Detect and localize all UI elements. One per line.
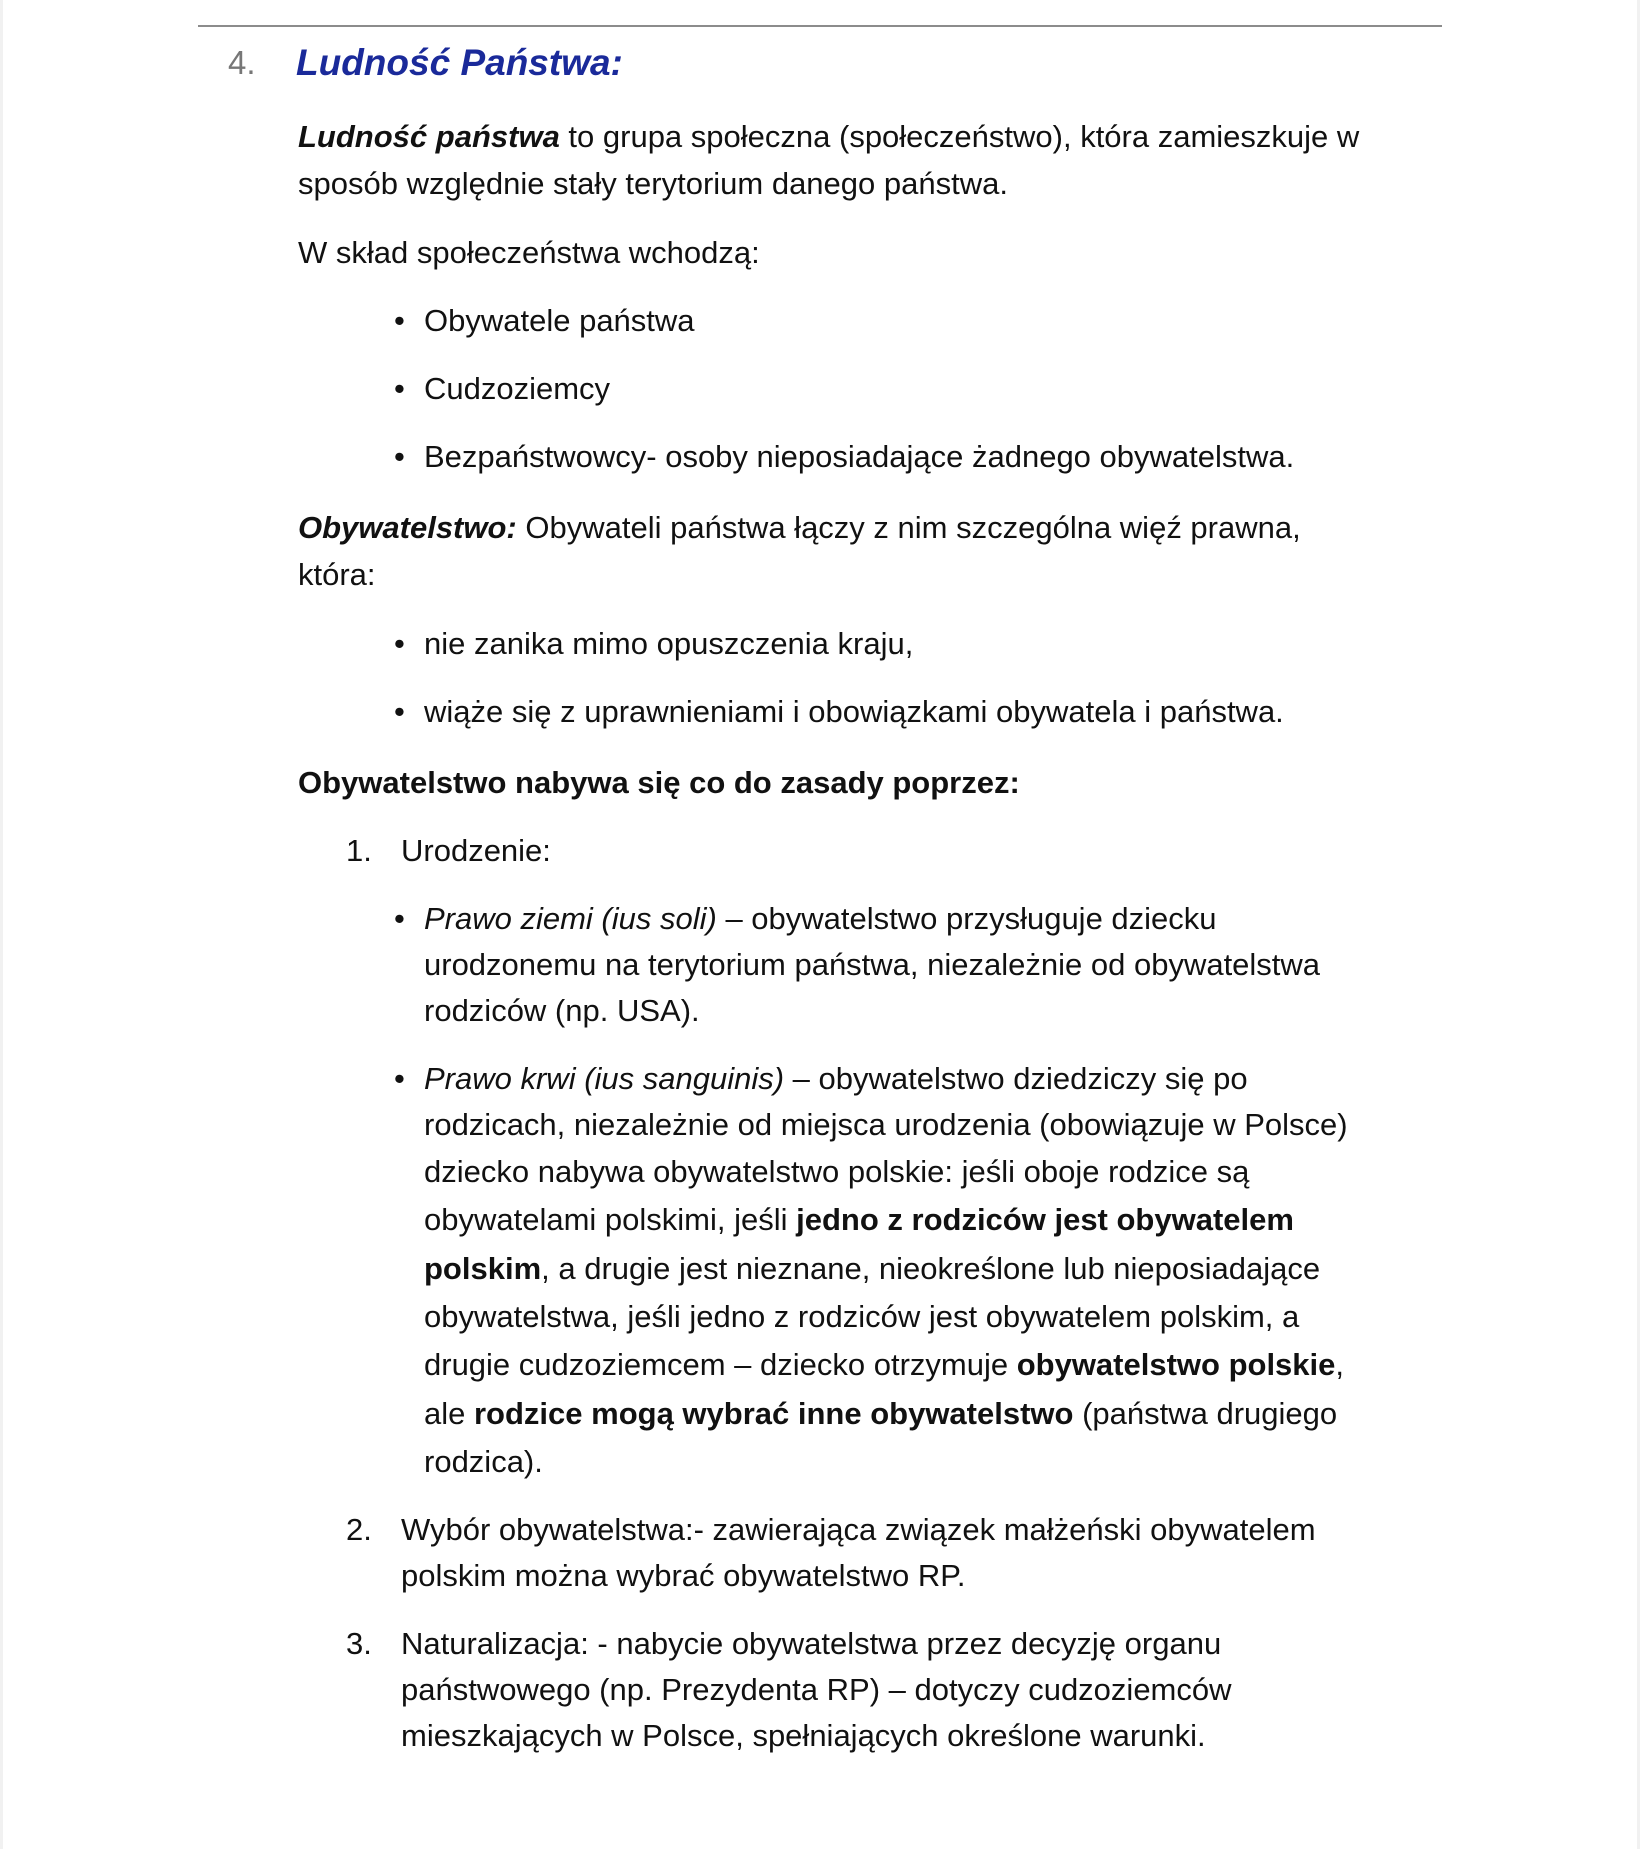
intro-term: Ludność państwa (298, 119, 560, 154)
section-number: 4. (228, 44, 256, 81)
ius-soli-line-1: Prawo ziemi (ius soli) – obywatelstwo przysługuje dziecku (424, 901, 1217, 936)
ius-soli-line-3: rodziców (np. USA). (424, 993, 700, 1028)
ius-soli-line-2: urodzonemu na terytorium państwa, niezależnie od obywatelstwa (424, 947, 1321, 982)
ius-sanguinis-term: Prawo krwi (ius sanguinis) (424, 1061, 785, 1096)
choice-line-2: polskim można wybrać obywatelstwo RP. (401, 1558, 966, 1593)
ius-soli-term: Prawo ziemi (ius soli) (424, 901, 717, 936)
list-item: Obywatele państwa (424, 303, 695, 338)
bullet-dot: • (394, 626, 405, 661)
ius-sanguinis-line-8: ale rodzice mogą wybrać inne obywatelstwo (państwa drugiego (424, 1396, 1338, 1431)
acquisition-title: Obywatelstwo nabywa się co do zasady poprzez: (298, 765, 1020, 800)
intro-line-1: Ludność państwa to grupa społeczna (społeczeństwo), która zamieszkuje w (298, 119, 1360, 154)
composition-title: W skład społeczeństwa wchodzą: (298, 235, 760, 270)
top-divider (198, 25, 1442, 27)
citizenship-line-1: Obywatelstwo: Obywateli państwa łączy z nim szczególna więź prawna, (298, 510, 1301, 545)
list-item: wiąże się z uprawnieniami i obowiązkami obywatela i państwa. (424, 694, 1284, 729)
list-number: 2. (346, 1512, 372, 1547)
naturalization-line-1: Naturalizacja: - nabycie obywatelstwa przez decyzję organu (401, 1626, 1222, 1661)
ius-sanguinis-line-1: Prawo krwi (ius sanguinis) – obywatelstwo dziedziczy się po (424, 1061, 1248, 1096)
numbered-item-label: Urodzenie: (401, 833, 551, 868)
list-number: 1. (346, 833, 372, 868)
bullet-dot: • (394, 303, 405, 338)
ius-sanguinis-line-9: rodzica). (424, 1444, 543, 1479)
list-number: 3. (346, 1626, 372, 1661)
ius-sanguinis-line-3: dziecko nabywa obywatelstwo polskie: jeśli oboje rodzice są (424, 1154, 1250, 1189)
ius-sanguinis-line-7: drugie cudzoziemcem – dziecko otrzymuje obywatelstwo polskie, (424, 1347, 1345, 1382)
citizenship-label: Obywatelstwo: (298, 510, 517, 545)
intro-line-2: sposób względnie stały terytorium danego państwa. (298, 166, 1008, 201)
page-edge-left (0, 0, 3, 1849)
bullet-dot: • (394, 901, 405, 936)
bullet-dot: • (394, 694, 405, 729)
ius-sanguinis-line-4: obywatelami polskimi, jeśli jedno z rodziców jest obywatelem (424, 1202, 1294, 1237)
bullet-dot: • (394, 371, 405, 406)
section-heading (228, 38, 623, 88)
ius-sanguinis-line-2: rodzicach, niezależnie od miejsca urodzenia (obowiązuje w Polsce) (424, 1107, 1348, 1142)
citizenship-line-2: która: (298, 557, 376, 592)
choice-line-1: Wybór obywatelstwa:- zawierająca związek małżeński obywatelem (401, 1512, 1316, 1547)
ius-sanguinis-line-6: obywatelstwa, jeśli jedno z rodziców jest obywatelem polskim, a (424, 1299, 1300, 1334)
naturalization-line-2: państwowego (np. Prezydenta RP) – dotyczy cudzoziemców (401, 1672, 1232, 1707)
list-item: Cudzoziemcy (424, 371, 611, 406)
naturalization-line-3: mieszkających w Polsce, spełniających określone warunki. (401, 1718, 1206, 1753)
bullet-dot: • (394, 439, 405, 474)
bullet-dot: • (394, 1061, 405, 1096)
list-item: nie zanika mimo opuszczenia kraju, (424, 626, 914, 661)
list-item: Bezpaństwowcy- osoby nieposiadające żadnego obywatelstwa. (424, 439, 1295, 474)
ius-sanguinis-line-5: polskim, a drugie jest nieznane, nieokreślone lub nieposiadające (424, 1251, 1321, 1286)
section-title: Ludność Państwa: (296, 42, 623, 83)
